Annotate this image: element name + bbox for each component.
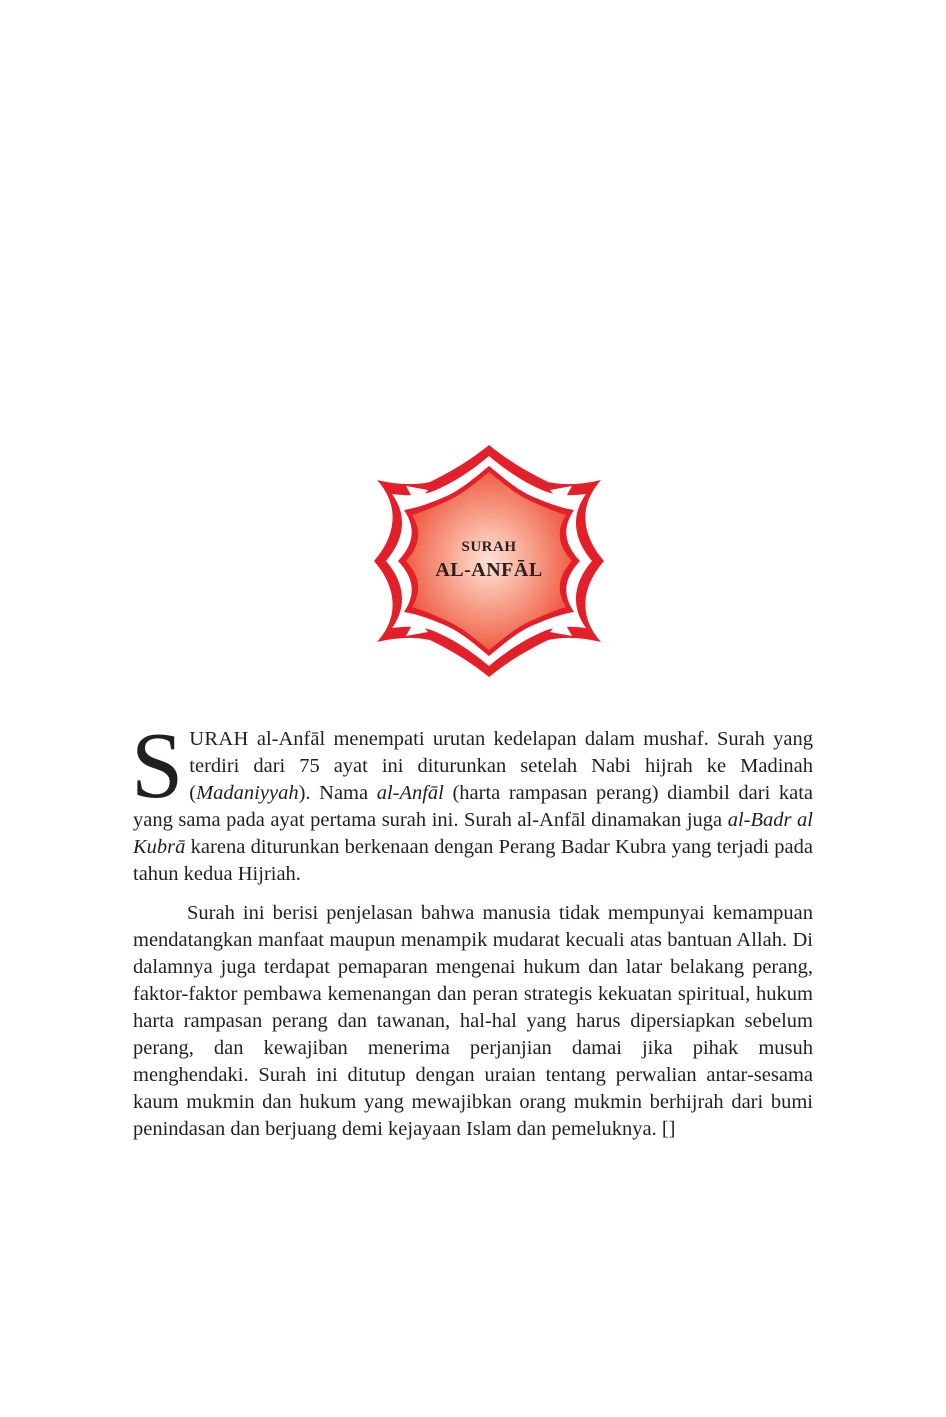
- paragraph-content: [133, 900, 813, 1143]
- italic-term: al-Badr al Kubrā: [133, 809, 813, 858]
- end-mark: []: [661, 1118, 676, 1140]
- body-text: [131, 714, 814, 1143]
- drop-cap: S: [131, 714, 184, 818]
- text-segment: (harta rampasan perang) diambil dari kata yang sama pada ayat pertama surah ini. Surah al-Anfāl dinamakan juga: [133, 782, 814, 831]
- italic-term: Madaniyyah: [196, 782, 299, 804]
- lead-word: URAH: [189, 728, 249, 750]
- emblem-label: SURAH: [461, 539, 517, 555]
- text-segment: karena diturunkan berkenaan dengan Perang Badar Kubra yang terjadi pada tahun kedua Hijriah.: [133, 836, 813, 885]
- italic-term: al-Anfāl: [376, 782, 444, 804]
- surah-title: AL-ANFĀL: [435, 559, 543, 581]
- text-segment: Surah ini berisi penjelasan bahwa manusia tidak mempunyai kemampuan mendatangkan manfaat maupun menampik mudarat kecuali atas bantuan Allah. Di dalamnya juga terdapat pemaparan mengenai hukum dan latar belakang perang, faktor-faktor pembawa kemenangan dan peran strategis kekuatan spiritual, hukum harta rampasan perang dan tawanan, hal-hal yang harus dipersiapkan sebelum perang, dan kewajiban menerima perjanjian damai jika pihak musuh menghendaki. Surah ini ditutup dengan uraian tentang perwalian antar-sesama kaum mukmin dan hukum yang mewajibkan orang mukmin berhijrah dari bumi penindasan dan berjuang demi kejayaan Islam dan pemeluknya.: [133, 902, 813, 1140]
- text-segment: ). Nama: [298, 782, 377, 804]
- paragraph-intro: [131, 714, 814, 888]
- text-segment: al-Anfāl menempati urutan kedelapan dalam mushaf. Surah yang terdiri dari 75 ayat ini diturunkan setelah Nabi hijrah ke Madinah (: [189, 728, 813, 804]
